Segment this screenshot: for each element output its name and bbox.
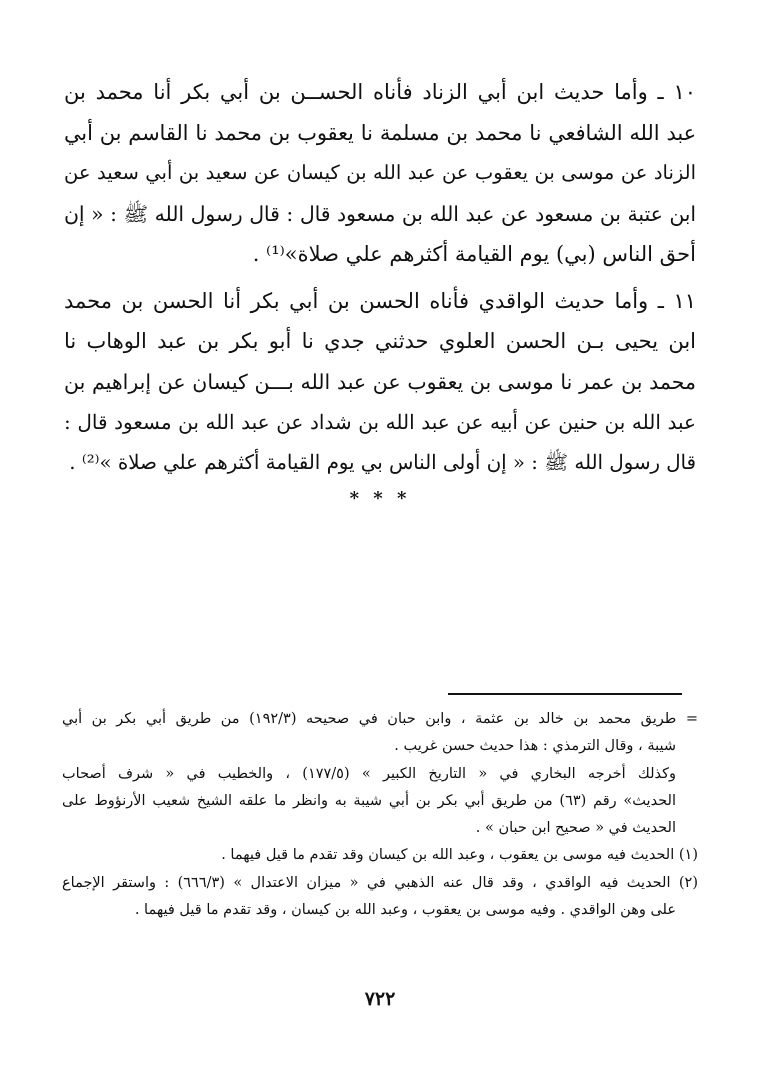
footnote-line: (٢) الحديث فيه الواقدي ، وقد قال عنه الذهبي في « ميزان الاعتدال » (٦٦٦/٣) : واستقر الإجماع [62, 874, 698, 891]
text-line: ١٠ ـ وأما حديث ابن أبي الزناد فأناه الحســن بن أبي بكر أنا محمد بن [64, 80, 696, 104]
text-line: ابن عتبة بن مسعود عن عبد الله بن مسعود قال : قال رسول الله ﷺ : « إن [64, 201, 696, 226]
footnote-line: (١) الحديث فيه موسى بن يعقوب ، وعبد الله بن كيسان وقد تقدم ما قيل فيهما . [221, 847, 698, 864]
paragraph-10 [64, 72, 696, 275]
text-line: الزناد عن موسى بن يعقوب عن عبد الله بن كيسان عن سعيد بن أبي سعيد عن [64, 161, 696, 184]
footnote-line: وكذلك أخرجه البخاري في « التاريخ الكبير » (١٧٧/٥) ، والخطيب في « شرف أصحاب [62, 765, 676, 782]
section-separator: * * * [349, 488, 411, 509]
text-line: محمد بن عمر نا موسى بن يعقوب عن عبد الله بـــن كيسان عن إبراهيم بن [64, 369, 696, 394]
footnotes [62, 706, 698, 924]
text-line: ١١ ـ وأما حديث الواقدي فأناه الحسن بن أبي بكر أنا الحسن بن محمد [64, 288, 696, 313]
page-number: ٧٢٢ [364, 988, 396, 1010]
footnote-line: الحديث» رقم (٦٣) من طريق أبي بكر بن أبي شيبة به وانظر ما علقه الشيخ شعيب الأرنؤوط على [62, 792, 676, 809]
footnote-line: الحديث في « صحيح ابن حبان » . [475, 820, 676, 837]
text-line: عبد الله الشافعي نا محمد بن مسلمة نا يعقوب بن محمد نا القاسم بن أبي [64, 120, 696, 145]
text-line: عبد الله بن حنين عن أبيه عن عبد الله بن شداد عن عبد الله بن مسعود قال : [64, 410, 696, 434]
text-line: ابن يحيى بـن الحسن العلوي حدثني جدي نا أبو بكر بن عبد الوهاب نا [64, 329, 696, 353]
footnote-line: شيبة ، وقال الترمذي : هذا حديث حسن غريب . [394, 738, 676, 755]
text-line: قال رسول الله ﷺ : « إن أولى الناس بي يوم القيامة أكثرهم علي صلاة »⁽²⁾ . [69, 450, 696, 474]
footnote-divider [448, 693, 682, 695]
footnote-line: على وهن الواقدي . وفيه موسى بن يعقوب ، وعبد الله بن كيسان ، وقد تقدم ما قيل فيهما . [134, 902, 676, 919]
footnote-line: = طريق محمد بن خالد بن عثمة ، وابن حبان في صحيحه (١٩٢/٣) من طريق أبي بكر بن أبي [62, 711, 698, 727]
paragraph-11 [64, 281, 696, 484]
text-line: أحق الناس (بي) يوم القيامة أكثرهم علي صلاة»⁽¹⁾ . [252, 242, 696, 266]
main-text [64, 72, 696, 489]
